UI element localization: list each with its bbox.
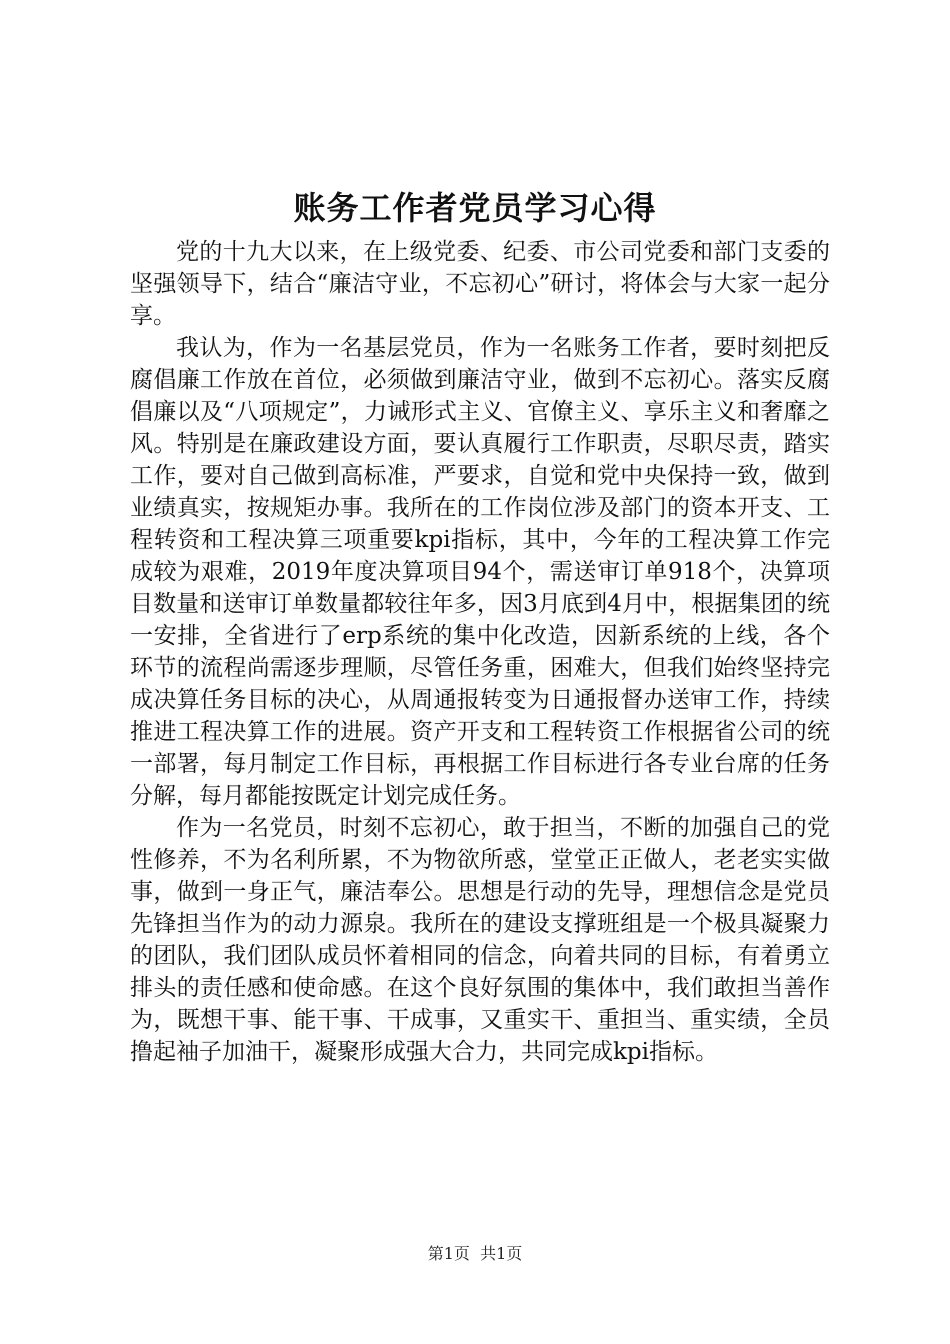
paragraph-2: 我认为，作为一名基层党员，作为一名账务工作者，要时刻把反腐倡廉工作放在首位，必须做到廉洁守业，做到不忘初心。落实反腐倡廉以及“八项规定”，力诫形式主义、官僚主义、享乐主义和奢靡之风。特别是在廉政建设方面，要认真履行工作职责，尽职尽责，踏实工作，要对自己做到高标准，严要求，自觉和党中央保持一致，做到业绩真实，按规矩办事。我所在的工作岗位涉及部门的资本开支、工程转资和工程决算三项重要kpi指标，其中，今年的工程决算工作完成较为艰难，2019年度决算项目94个，需送审订单918个，决算项目数量和送审订单数量都较往年多，因3月底到4月中，根据集团的统一安排，全省进行了erp系统的集中化改造，因新系统的上线，各个环节的流程尚需逐步理顺，尽管任务重，困难大，但我们始终坚持完成决算任务目标的决心，从周通报转变为日通报督办送审工作，持续推进工程决算工作的进展。资产开支和工程转资工作根据省公司的统一部署，每月制定工作目标，再根据工作目标进行各专业台席的任务分解，每月都能按既定计划完成任务。 (130, 335, 830, 809)
paragraph-3: 作为一名党员，时刻不忘初心，敢于担当，不断的加强自己的党性修养，不为名利所累，不为物欲所惑，堂堂正正做人，老老实实做事，做到一身正气，廉洁奉公。思想是行动的先导，理想信念是党员先锋担当作为的动力源泉。我所在的建设支撑班组是一个极具凝聚力的团队，我们团队成员怀着相同的信念，向着共同的目标，有着勇立排头的责任感和使命感。在这个良好氛围的集体中，我们敢担当善作为，既想干事、能干事、干成事，又重实干、重担当、重实绩，全员撸起袖子加油干，凝聚形成强大合力，共同完成kpi指标。 (130, 815, 830, 1065)
paragraph-1: 党的十九大以来，在上级党委、纪委、市公司党委和部门支委的坚强领导下，结合“廉洁守业，不忘初心”研讨，将体会与大家一起分享。 (130, 239, 830, 329)
page-footer (0, 1243, 950, 1265)
page-total: 共1页 (480, 1244, 523, 1263)
footer-separator (470, 1244, 480, 1263)
document-title: 账务工作者党员学习心得 (293, 189, 657, 227)
document-body (130, 236, 830, 1068)
page-number: 第1页 (427, 1244, 470, 1263)
